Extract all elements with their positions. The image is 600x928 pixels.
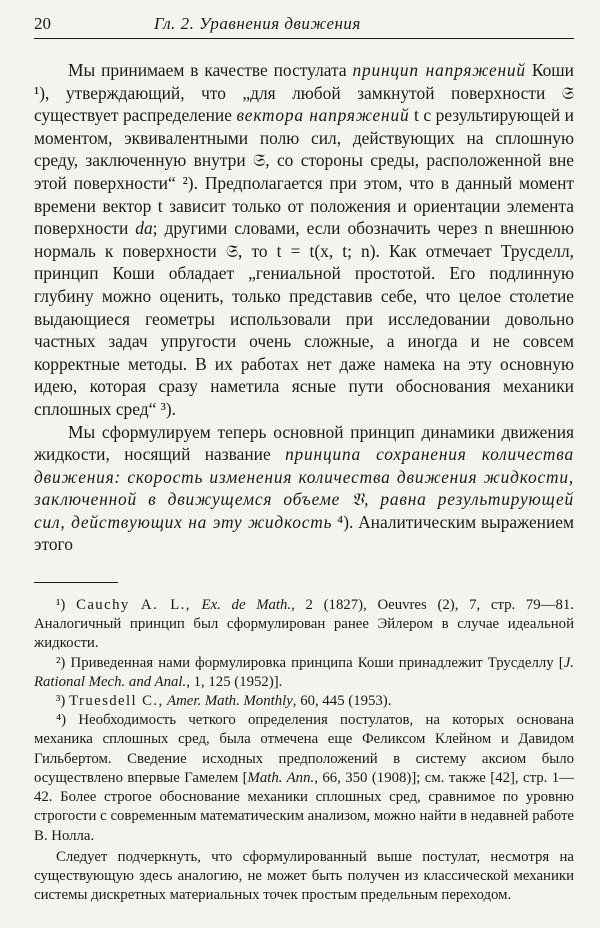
emphasis-stress-principle: принцип напряжений — [352, 60, 526, 80]
emphasis-momentum-principle: принципа сохранения количества движения: скорость изменения количества движения жидкости, заключенной в движущемся объеме 𝔙, равна результирующей сил, действующих на эту жидкость — [34, 444, 575, 532]
footnote-divider — [34, 582, 118, 583]
footnote-3 — [34, 692, 574, 711]
footnote-marker: ³) — [56, 693, 70, 710]
footnote-4-continuation: Следует подчеркнуть, что сформулированный выше постулат, несмотря на существующую здесь аналогию, не может быть получен из классической механики системы дискретных материальных точек простым предельным переходом. — [34, 848, 574, 904]
page-number: 20 — [34, 14, 51, 33]
footnote-source-title: Math. Ann. — [247, 769, 315, 786]
text-run: Коши ¹), утверждающий, что „для любой замкнутой поверхности 𝔖 существует распределение — [34, 60, 574, 126]
footnote-1 — [34, 596, 574, 654]
footnote-source-title: J. Rational Mech. and Anal. — [34, 654, 574, 690]
footnote-marker: ¹) — [56, 597, 77, 614]
paragraph-cauchy-principle — [34, 59, 574, 421]
paragraph-momentum-principle — [34, 421, 574, 557]
footnote-source-title: Amer. Math. Monthly — [163, 693, 293, 710]
footnote-author: Cauchy A. L., — [76, 597, 191, 614]
text-run: ; другими словами, если обозначить через n внешнюю нормаль к поверхности 𝔖, то t = t(x, t; n). Как отмечает Трусделл, принцип Коши обладает „гениальной простотой. Его подлинную глубину можно оценить, только представив себе, что целое столетие выдающиеся геометры использовали при исследовании довольно частных задач упругости очень сложные, а иногда и не совсем корректные методы. В их работах нет даже намека на эту основную идею, которая сразу наметила ясные пути обоснования механики сплошных сред“ ³). — [34, 218, 574, 419]
footnote-text: ⁴) Необходимость четкого определения постулатов, на которых основана механика сплошных сред, была отмечена еще Феликсом Клейном и Давидом Гильбертом. Сведение исходных предположений в систему аксиом было осуществлено впервые Гамелем [ — [34, 712, 574, 786]
footnote-4 — [34, 711, 574, 845]
footnote-text: , 60, 445 (1953). — [292, 693, 392, 710]
text-run: Мы принимаем в качестве постулата — [68, 60, 353, 80]
footnotes — [34, 596, 574, 905]
footnote-text: , 66, 350 (1908)]; см. также [42], стр. 1—42. Более строгое обоснование механики сплошных сред, сравнимое по уровню строгости с современным математическим анализом, можно найти в недавней работе В. Нолла. — [34, 769, 574, 844]
footnote-2 — [34, 654, 574, 692]
emphasis-stress-vector: вектора напряжений — [236, 105, 410, 126]
footnote-author: Truesdell C., — [69, 693, 164, 710]
book-page — [34, 14, 574, 905]
text-run: t с результирующей и моментом, эквивалентными полю сил, действующих на сплошную среду, заключенную внутри 𝔖, со стороны среды, расположенной вне этой поверхности“ ²). Предполагается при этом, что в данный момент времени вектор t зависит только от положения и ориентации элемента поверхности — [34, 105, 574, 239]
footnote-text: , 2 (1827), Oeuvres (2), 7, стр. 79—81. Аналогичный принцип был сформулирован ранее Эйлером в случае идеальной жидкости. — [34, 597, 574, 652]
page-header — [34, 14, 574, 39]
text-run: ⁴). Аналитическим выражением этого — [34, 511, 574, 555]
text-run: Мы сформулируем теперь основной принцип динамики движения жидкости, носящий название — [34, 421, 574, 465]
footnote-source-title: Ex. de Math. — [190, 597, 292, 614]
main-text — [34, 59, 574, 556]
emphasis-da: da — [135, 218, 153, 239]
running-head: Гл. 2. Уравнения движения — [154, 14, 361, 33]
footnote-text: ²) Приведенная нами формулировка принципа Коши принадлежит Трусделлу [ — [56, 654, 564, 671]
footnote-text: , 1, 125 (1952)]. — [186, 673, 283, 690]
